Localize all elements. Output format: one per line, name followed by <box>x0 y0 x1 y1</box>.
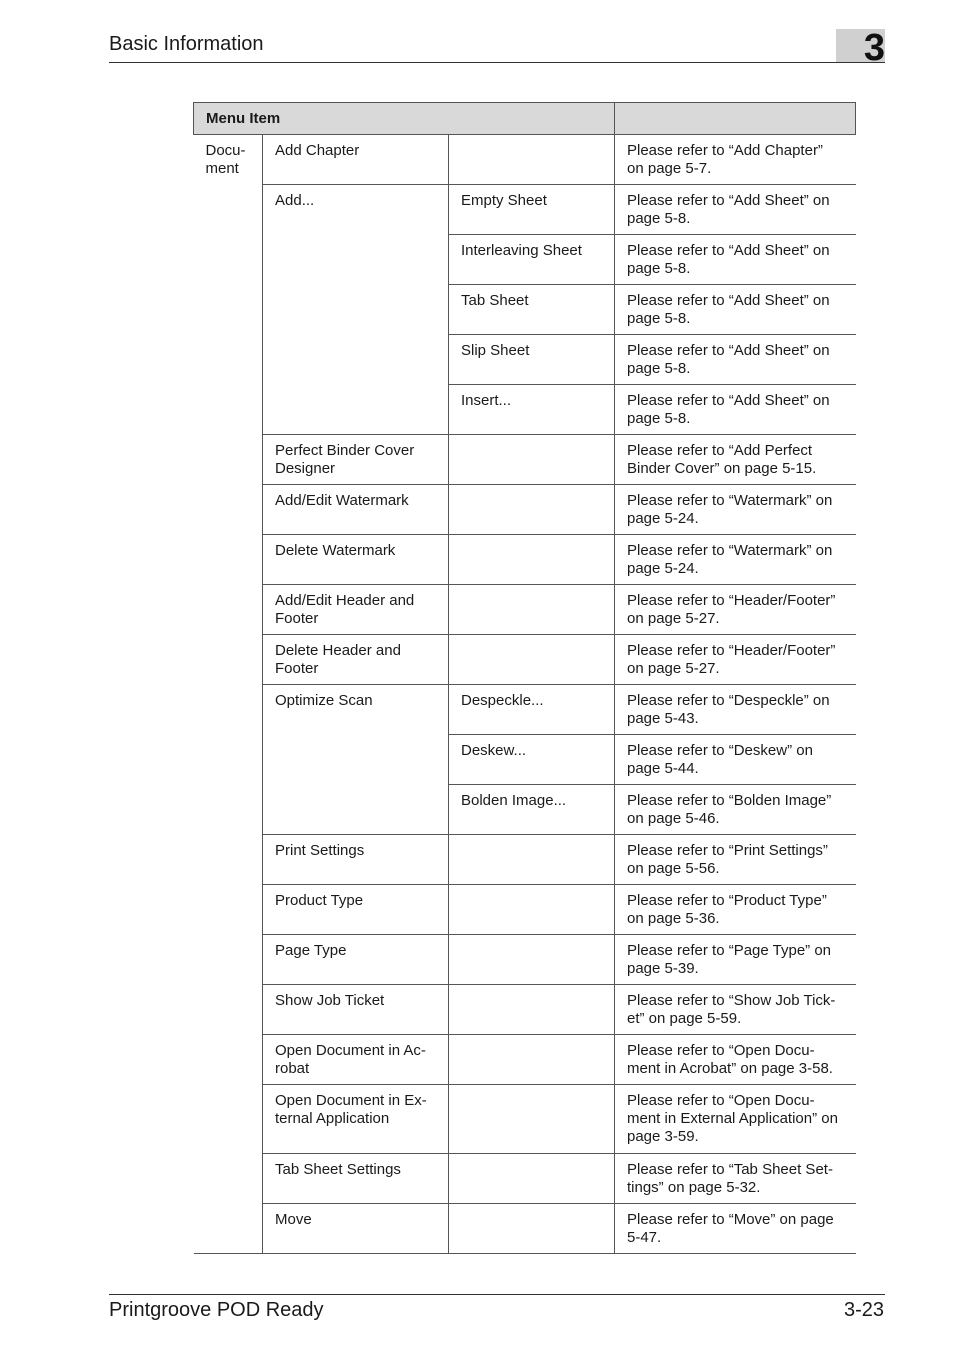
submenu-cell <box>449 985 615 1035</box>
submenu-cell: Insert... <box>449 385 615 435</box>
submenu-cell <box>449 885 615 935</box>
footer-product-name: Printgroove POD Ready <box>109 1299 324 1321</box>
table-row <box>194 535 856 585</box>
menu-item-cell: Add Chapter <box>263 135 449 185</box>
table-row <box>194 1204 856 1254</box>
submenu-cell <box>449 1035 615 1085</box>
reference-cell: Please refer to “Add Sheet” on page 5-8. <box>615 185 856 235</box>
submenu-cell <box>449 135 615 185</box>
reference-cell: Please refer to “Add Sheet” on page 5-8. <box>615 335 856 385</box>
menu-item-header: Menu Item <box>194 103 615 135</box>
header-rule <box>109 62 885 63</box>
submenu-cell: Empty Sheet <box>449 185 615 235</box>
table-row <box>194 185 856 235</box>
table-row <box>194 435 856 485</box>
reference-cell: Please refer to “Open Docu-ment in Acrobat” on page 3-58. <box>615 1035 856 1085</box>
table-row <box>194 1085 856 1154</box>
table-row <box>194 635 856 685</box>
reference-cell: Please refer to “Move” on page 5-47. <box>615 1204 856 1254</box>
menu-item-cell: Add/Edit Watermark <box>263 485 449 535</box>
table-row <box>194 885 856 935</box>
menu-item-table <box>193 102 856 1254</box>
table-row <box>194 1154 856 1204</box>
description-header <box>615 103 856 135</box>
menu-item-cell: Tab Sheet Settings <box>263 1154 449 1204</box>
table-row <box>194 835 856 885</box>
menu-item-cell: Optimize Scan <box>263 685 449 835</box>
submenu-cell <box>449 585 615 635</box>
reference-cell: Please refer to “Page Type” on page 5-39. <box>615 935 856 985</box>
menu-item-cell: Add/Edit Header and Footer <box>263 585 449 635</box>
table-row <box>194 935 856 985</box>
page-header-title: Basic Information <box>109 33 264 55</box>
submenu-cell <box>449 1204 615 1254</box>
submenu-cell <box>449 835 615 885</box>
reference-cell: Please refer to “Product Type” on page 5-36. <box>615 885 856 935</box>
submenu-cell <box>449 1085 615 1154</box>
reference-cell: Please refer to “Watermark” on page 5-24. <box>615 535 856 585</box>
table-header-row <box>194 103 856 135</box>
submenu-cell <box>449 435 615 485</box>
footer-rule <box>109 1294 885 1295</box>
submenu-cell <box>449 635 615 685</box>
footer-page-number: 3-23 <box>843 1299 884 1321</box>
menu-item-cell: Delete Header and Footer <box>263 635 449 685</box>
reference-cell: Please refer to “Watermark” on page 5-24. <box>615 485 856 535</box>
table-row <box>194 1035 856 1085</box>
group-label-document <box>194 135 263 1254</box>
menu-item-cell: Add... <box>263 185 449 435</box>
menu-item-cell: Product Type <box>263 885 449 935</box>
menu-item-cell: Delete Watermark <box>263 535 449 585</box>
reference-cell: Please refer to “Header/Footer” on page 5-27. <box>615 585 856 635</box>
reference-cell: Please refer to “Despeckle” on page 5-43. <box>615 685 856 735</box>
reference-cell: Please refer to “Tab Sheet Set-tings” on page 5-32. <box>615 1154 856 1204</box>
table-row <box>194 685 856 735</box>
submenu-cell: Deskew... <box>449 735 615 785</box>
menu-item-cell: Page Type <box>263 935 449 985</box>
submenu-cell: Slip Sheet <box>449 335 615 385</box>
submenu-cell <box>449 485 615 535</box>
reference-cell: Please refer to “Add Sheet” on page 5-8. <box>615 235 856 285</box>
reference-cell: Please refer to “Open Docu-ment in External Application” on page 3-59. <box>615 1085 856 1154</box>
menu-item-cell: Move <box>263 1204 449 1254</box>
table-row <box>194 485 856 535</box>
menu-item-cell: Show Job Ticket <box>263 985 449 1035</box>
reference-cell: Please refer to “Show Job Tick-et” on page 5-59. <box>615 985 856 1035</box>
group-label-text: Docu- ment <box>205 142 246 177</box>
submenu-cell <box>449 535 615 585</box>
submenu-cell: Tab Sheet <box>449 285 615 335</box>
table-row <box>194 585 856 635</box>
reference-cell: Please refer to “Add Sheet” on page 5-8. <box>615 385 856 435</box>
reference-cell: Please refer to “Header/Footer” on page 5-27. <box>615 635 856 685</box>
submenu-cell <box>449 935 615 985</box>
reference-cell: Please refer to “Print Settings” on page 5-56. <box>615 835 856 885</box>
chapter-number: 3 <box>863 27 885 69</box>
menu-item-cell: Open Document in Ac-robat <box>263 1035 449 1085</box>
menu-item-cell: Open Document in Ex-ternal Application <box>263 1085 449 1154</box>
reference-cell: Please refer to “Deskew” on page 5-44. <box>615 735 856 785</box>
submenu-cell: Despeckle... <box>449 685 615 735</box>
reference-cell: Please refer to “Add Perfect Binder Cover” on page 5-15. <box>615 435 856 485</box>
submenu-cell: Bolden Image... <box>449 785 615 835</box>
reference-cell: Please refer to “Bolden Image” on page 5-46. <box>615 785 856 835</box>
reference-cell: Please refer to “Add Sheet” on page 5-8. <box>615 285 856 335</box>
menu-item-cell: Print Settings <box>263 835 449 885</box>
menu-item-cell: Perfect Binder Cover Designer <box>263 435 449 485</box>
table-row <box>194 985 856 1035</box>
reference-cell: Please refer to “Add Chapter” on page 5-7. <box>615 135 856 185</box>
submenu-cell: Interleaving Sheet <box>449 235 615 285</box>
table-row <box>194 135 856 185</box>
submenu-cell <box>449 1154 615 1204</box>
